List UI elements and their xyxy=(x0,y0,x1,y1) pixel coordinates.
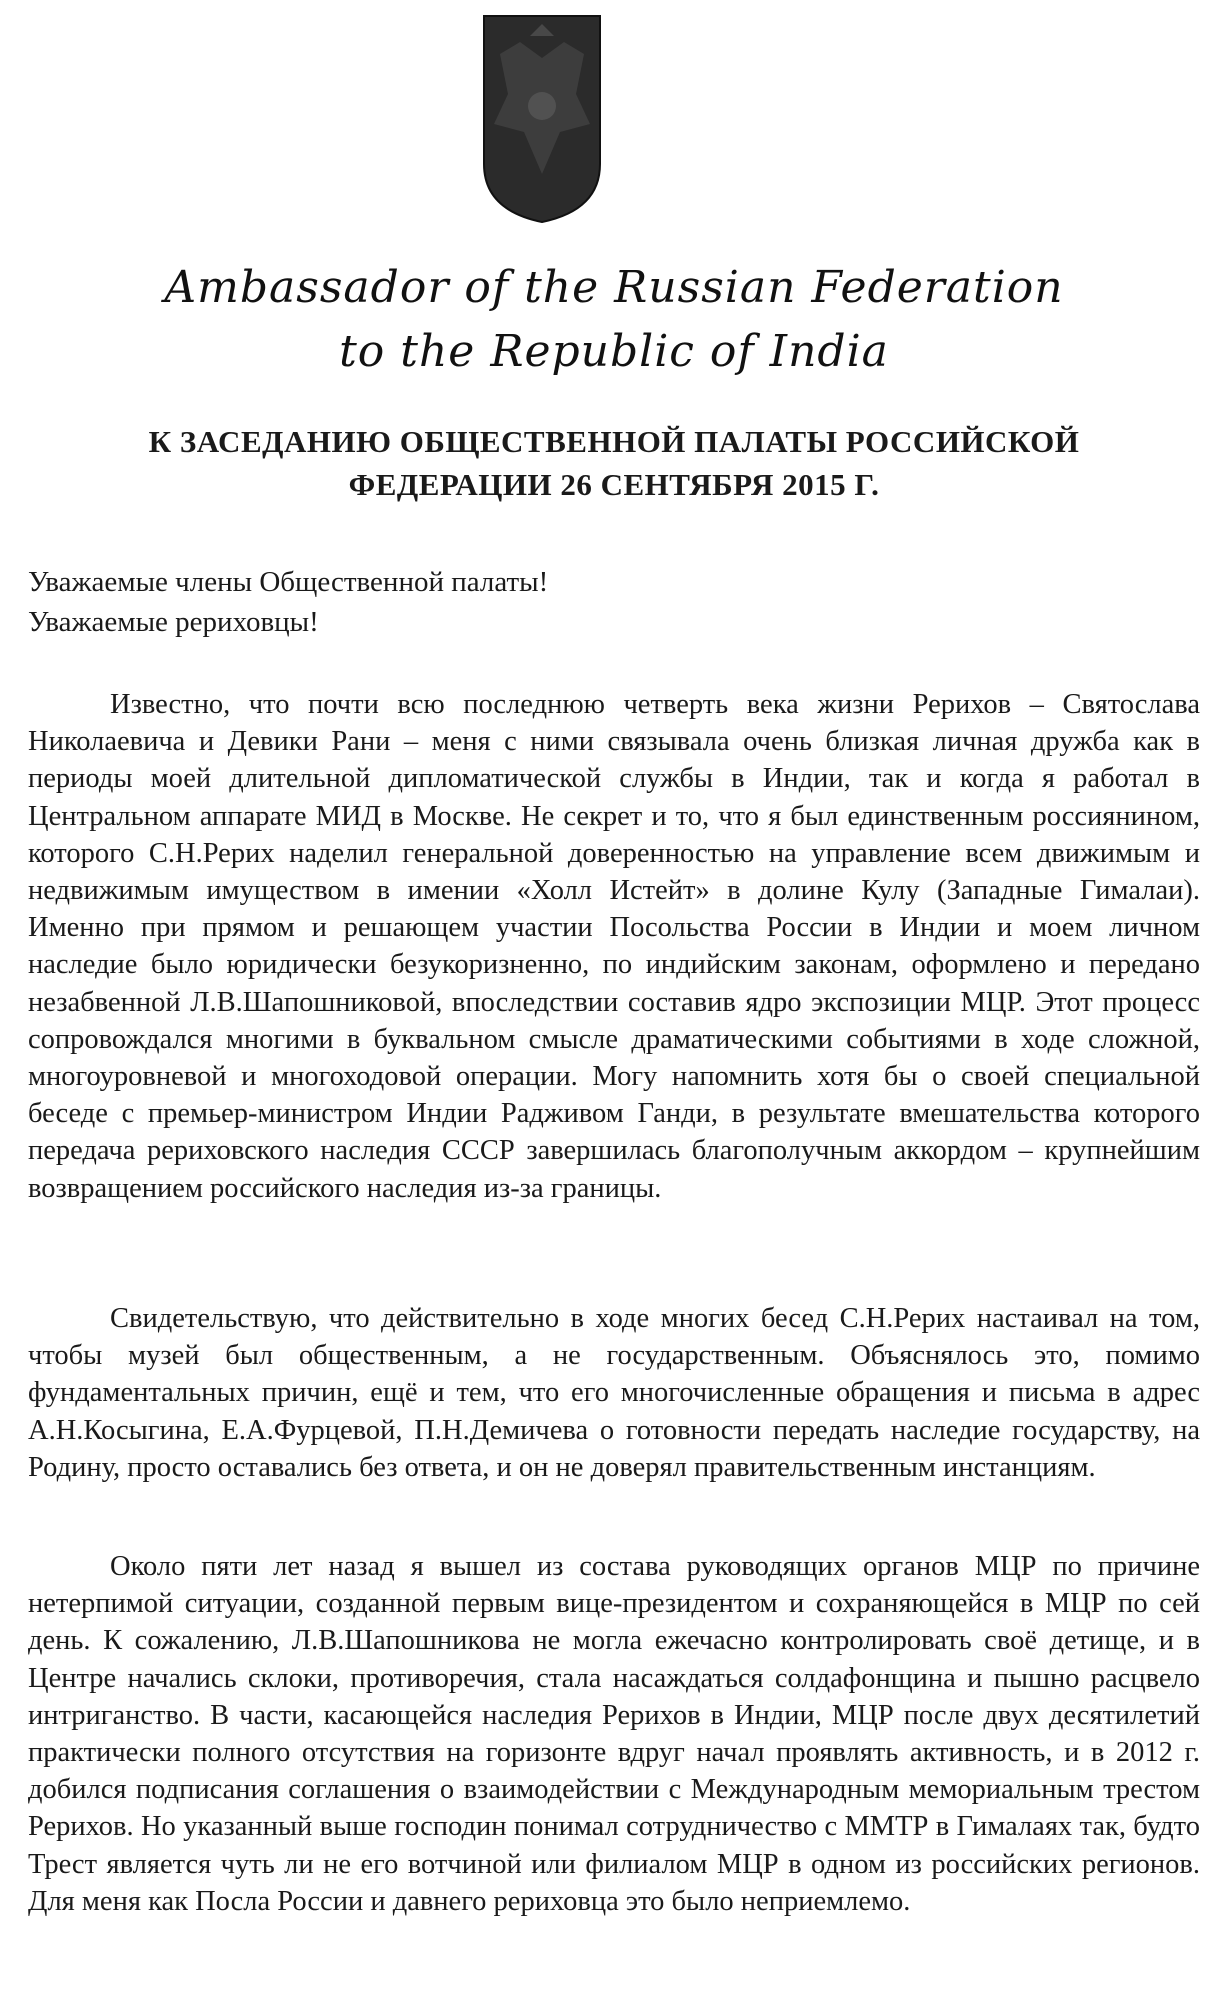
greeting-line-1: Уважаемые члены Общественной палаты! xyxy=(28,566,549,598)
letterhead-line-1: Ambassador of the Russian Federation xyxy=(164,262,1064,313)
greeting-line-2: Уважаемые рериховцы! xyxy=(28,606,319,638)
letterhead-line-2: to the Republic of India xyxy=(339,326,889,377)
paragraph-3: Около пяти лет назад я вышел из состава руководящих органов МЦР по причине нетерпимой ситуации, созданной первым вице-президентом и сохраняющейся в МЦР по сей день. К сожалению, Л.В.Шапошникова не могла ежечасно контролировать своё детище, и в Центре начались склоки, противоречия, стала насаждаться солдафонщина и пышно расцвело интриганство. В части, касающейся наследия Рерихов в Индии, МЦР после двух десятилетий практически полного отсутствия на горизонте вдруг начал проявлять активность, и в 2012 г. добился подписания соглашения о взаимодействии с Международным мемориальным трестом Рерихов. Но указанный выше господин понимал сотрудничество с ММТР в Гималаях так, будто Трест является чуть ли не его вотчиной или филиалом МЦР в одном из российских регионов. Для меня как Посла России и давнего рериховца это было неприемлемо. xyxy=(28,1551,1200,1917)
state-emblem-icon xyxy=(480,14,604,224)
title-line-2: ФЕДЕРАЦИИ 26 СЕНТЯБРЯ 2015 Г. xyxy=(348,467,880,502)
greeting xyxy=(28,562,1208,642)
paragraph-1: Известно, что почти всю последнюю четверть века жизни Рерихов – Святослава Николаевича и Девики Рани – меня с ними связывала очень близкая личная дружба как в периоды моей длительной дипломатической службы в Индии, так и когда я работал в Центральном аппарате МИД в Москве. Не секрет и то, что я был единственным россиянином, которого С.Н.Рерих наделил генеральной доверенностью на управление всем движимым и недвижимым имуществом в имении «Холл Истейт» в долине Кулу (Западные Гималаи). Именно при прямом и решающем участии Посольства России в Индии и моем личном наследие было юридически безукоризненно, по индийским законам, оформлено и передано незабвенной Л.В.Шапошниковой, впоследствии составив ядро экспозиции МЦР. Этот процесс сопровождался многими в буквальном смысле драматическими событиями в ходе сложной, многоуровневой и многоходовой операции. Могу напомнить хотя бы о своей специальной беседе с премьер-министром Индии Радживом Ганди, в результате вмешательства которого передача рериховского наследия СССР завершилась благополучным аккордом – крупнейшим возвращением российского наследия из-за границы. xyxy=(28,689,1200,1204)
paragraph-2: Свидетельствую, что действительно в ходе многих бесед С.Н.Рерих настаивал на том, чтобы музей был общественным, а не государственным. Объяснялось это, помимо фундаментальных причин, ещё и тем, что его многочисленные обращения и письма в адрес А.Н.Косыгина, Е.А.Фурцевой, П.Н.Демичева о готовности передать наследие государству, на Родину, просто оставались без ответа, и он не доверял правительственным инстанциям. xyxy=(28,1303,1200,1483)
document-title xyxy=(0,420,1228,506)
title-line-1: К ЗАСЕДАНИЮ ОБЩЕСТВЕННОЙ ПАЛАТЫ РОССИЙСКОЙ xyxy=(148,424,1080,459)
